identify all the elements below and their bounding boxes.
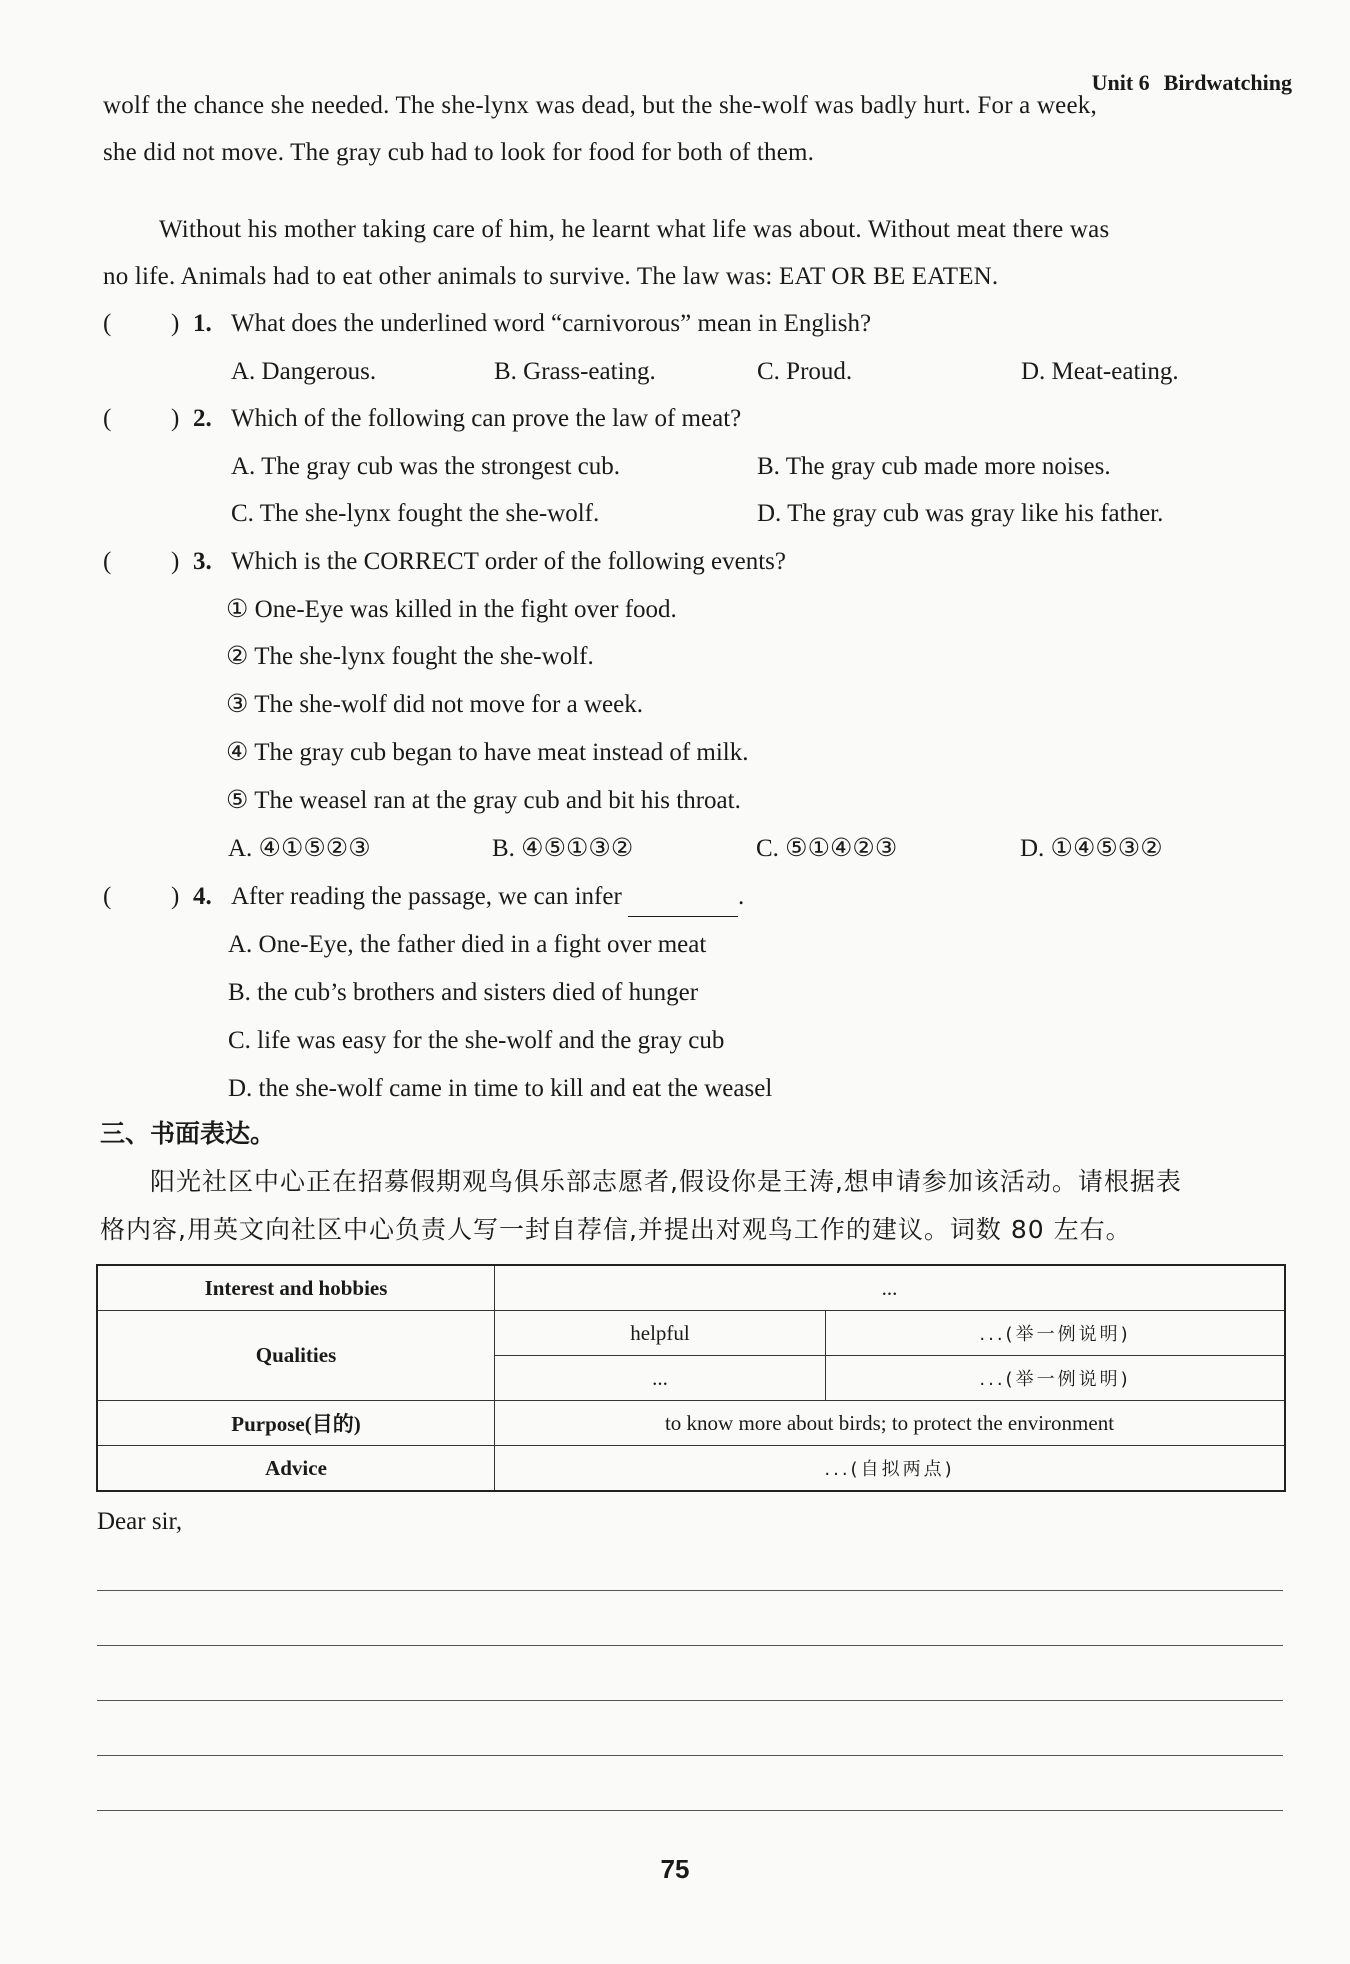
writing-line[interactable] <box>97 1700 1283 1701</box>
section-title: 三、书面表达。 <box>100 1119 276 1148</box>
option-c[interactable]: C. The she-lynx fought the she-wolf. <box>231 500 600 527</box>
passage-line: Without his mother taking care of him, he learnt what life was about. Without meat there was <box>159 216 1110 243</box>
instruction-line: 格内容,用英文向社区中心负责人写一封自荐信,并提出对观鸟工作的建议。词数 80 左右。 <box>100 1215 1132 1244</box>
answer-paren-close: ) <box>171 405 180 432</box>
instruction-line: 阳光社区中心正在招募假期观鸟俱乐部志愿者,假设你是王涛,想申请参加该活动。请根据表 <box>150 1167 1182 1196</box>
table-row <box>97 1265 1285 1311</box>
passage-line: she did not move. The gray cub had to look for food for both of them. <box>103 139 815 166</box>
option-d[interactable]: D. ①④⑤③② <box>1020 835 1163 862</box>
answer-paren-close: ) <box>171 883 180 910</box>
table-cell: ...(自拟两点) <box>495 1446 1286 1492</box>
writing-line[interactable] <box>97 1810 1283 1811</box>
table-label: Advice <box>97 1446 495 1492</box>
question-number: 2. <box>193 405 212 432</box>
table-cell: ...(举一例说明) <box>826 1311 1286 1356</box>
question-number: 4. <box>193 883 212 910</box>
answer-blank[interactable] <box>628 886 738 917</box>
option-a[interactable]: A. One-Eye, the father died in a fight over meat <box>228 931 707 958</box>
event-item: ② The she-lynx fought the she-wolf. <box>226 643 594 670</box>
table-row <box>97 1446 1285 1492</box>
table-label: Interest and hobbies <box>97 1265 495 1311</box>
letter-greeting: Dear sir, <box>97 1508 183 1535</box>
table-row <box>97 1401 1285 1446</box>
question-text: Which of the following can prove the law of meat? <box>231 405 742 432</box>
answer-paren-open[interactable]: ( <box>103 883 112 910</box>
option-b[interactable]: B. the cub’s brothers and sisters died of hunger <box>228 979 699 1006</box>
info-table <box>96 1264 1286 1492</box>
option-b[interactable]: B. ④⑤①③② <box>492 835 634 862</box>
passage-line: no life. Animals had to eat other animals to survive. The law was: EAT OR BE EATEN. <box>103 263 999 290</box>
answer-paren-open[interactable]: ( <box>103 405 112 432</box>
option-b[interactable]: B. The gray cub made more noises. <box>757 453 1111 480</box>
writing-line[interactable] <box>97 1755 1283 1756</box>
option-d[interactable]: D. the she-wolf came in time to kill and eat the weasel <box>228 1075 773 1102</box>
table-cell: ... <box>495 1265 1286 1311</box>
question-text: What does the underlined word “carnivorous” mean in English? <box>231 310 872 337</box>
writing-line[interactable] <box>97 1590 1283 1591</box>
table-label: Purpose(目的) <box>97 1401 495 1446</box>
option-c[interactable]: C. Proud. <box>757 358 853 385</box>
passage-paragraph-2 <box>103 206 1288 300</box>
answer-paren-open[interactable]: ( <box>103 310 112 337</box>
option-a[interactable]: A. The gray cub was the strongest cub. <box>231 453 621 480</box>
answer-paren-close: ) <box>171 310 180 337</box>
question-1 <box>103 304 1293 344</box>
table-cell: to know more about birds; to protect the environment <box>495 1401 1286 1446</box>
option-a[interactable]: A. ④①⑤②③ <box>228 835 371 862</box>
question-2 <box>103 399 1293 439</box>
question-number: 1. <box>193 310 212 337</box>
question-text-end: . <box>738 883 745 910</box>
option-c[interactable]: C. ⑤①④②③ <box>756 835 898 862</box>
table-cell: ...(举一例说明) <box>826 1356 1286 1401</box>
table-row <box>97 1311 1285 1356</box>
question-4 <box>103 877 1293 917</box>
question-text-main: After reading the passage, we can infer <box>231 883 622 910</box>
event-item: ① One-Eye was killed in the fight over food. <box>226 596 677 623</box>
unit-label: Unit 6 <box>1091 70 1150 95</box>
event-item: ④ The gray cub began to have meat instead of milk. <box>226 739 749 766</box>
writing-instructions <box>100 1158 1290 1254</box>
page-number: 75 <box>660 1854 690 1884</box>
question-3 <box>103 542 1293 582</box>
passage-paragraph-1 <box>103 82 1288 176</box>
passage-line: wolf the chance she needed. The she-lynx was dead, but the she-wolf was badly hurt. For a week, <box>103 92 1097 119</box>
question-text: Which is the CORRECT order of the following events? <box>231 548 786 575</box>
answer-paren-open[interactable]: ( <box>103 548 112 575</box>
option-c[interactable]: C. life was easy for the she-wolf and the gray cub <box>228 1027 725 1054</box>
table-cell: helpful <box>495 1311 826 1356</box>
table-cell: ... <box>495 1356 826 1401</box>
answer-paren-close: ) <box>171 548 180 575</box>
option-d[interactable]: D. The gray cub was gray like his father. <box>757 500 1164 527</box>
question-number: 3. <box>193 548 212 575</box>
option-a[interactable]: A. Dangerous. <box>231 358 377 385</box>
table-label: Qualities <box>97 1311 495 1401</box>
unit-title: Birdwatching <box>1163 70 1292 95</box>
option-d[interactable]: D. Meat-eating. <box>1021 358 1179 385</box>
option-b[interactable]: B. Grass-eating. <box>494 358 656 385</box>
event-item: ⑤ The weasel ran at the gray cub and bit his throat. <box>226 787 741 814</box>
writing-line[interactable] <box>97 1645 1283 1646</box>
event-item: ③ The she-wolf did not move for a week. <box>226 691 643 718</box>
question-text <box>231 877 744 917</box>
